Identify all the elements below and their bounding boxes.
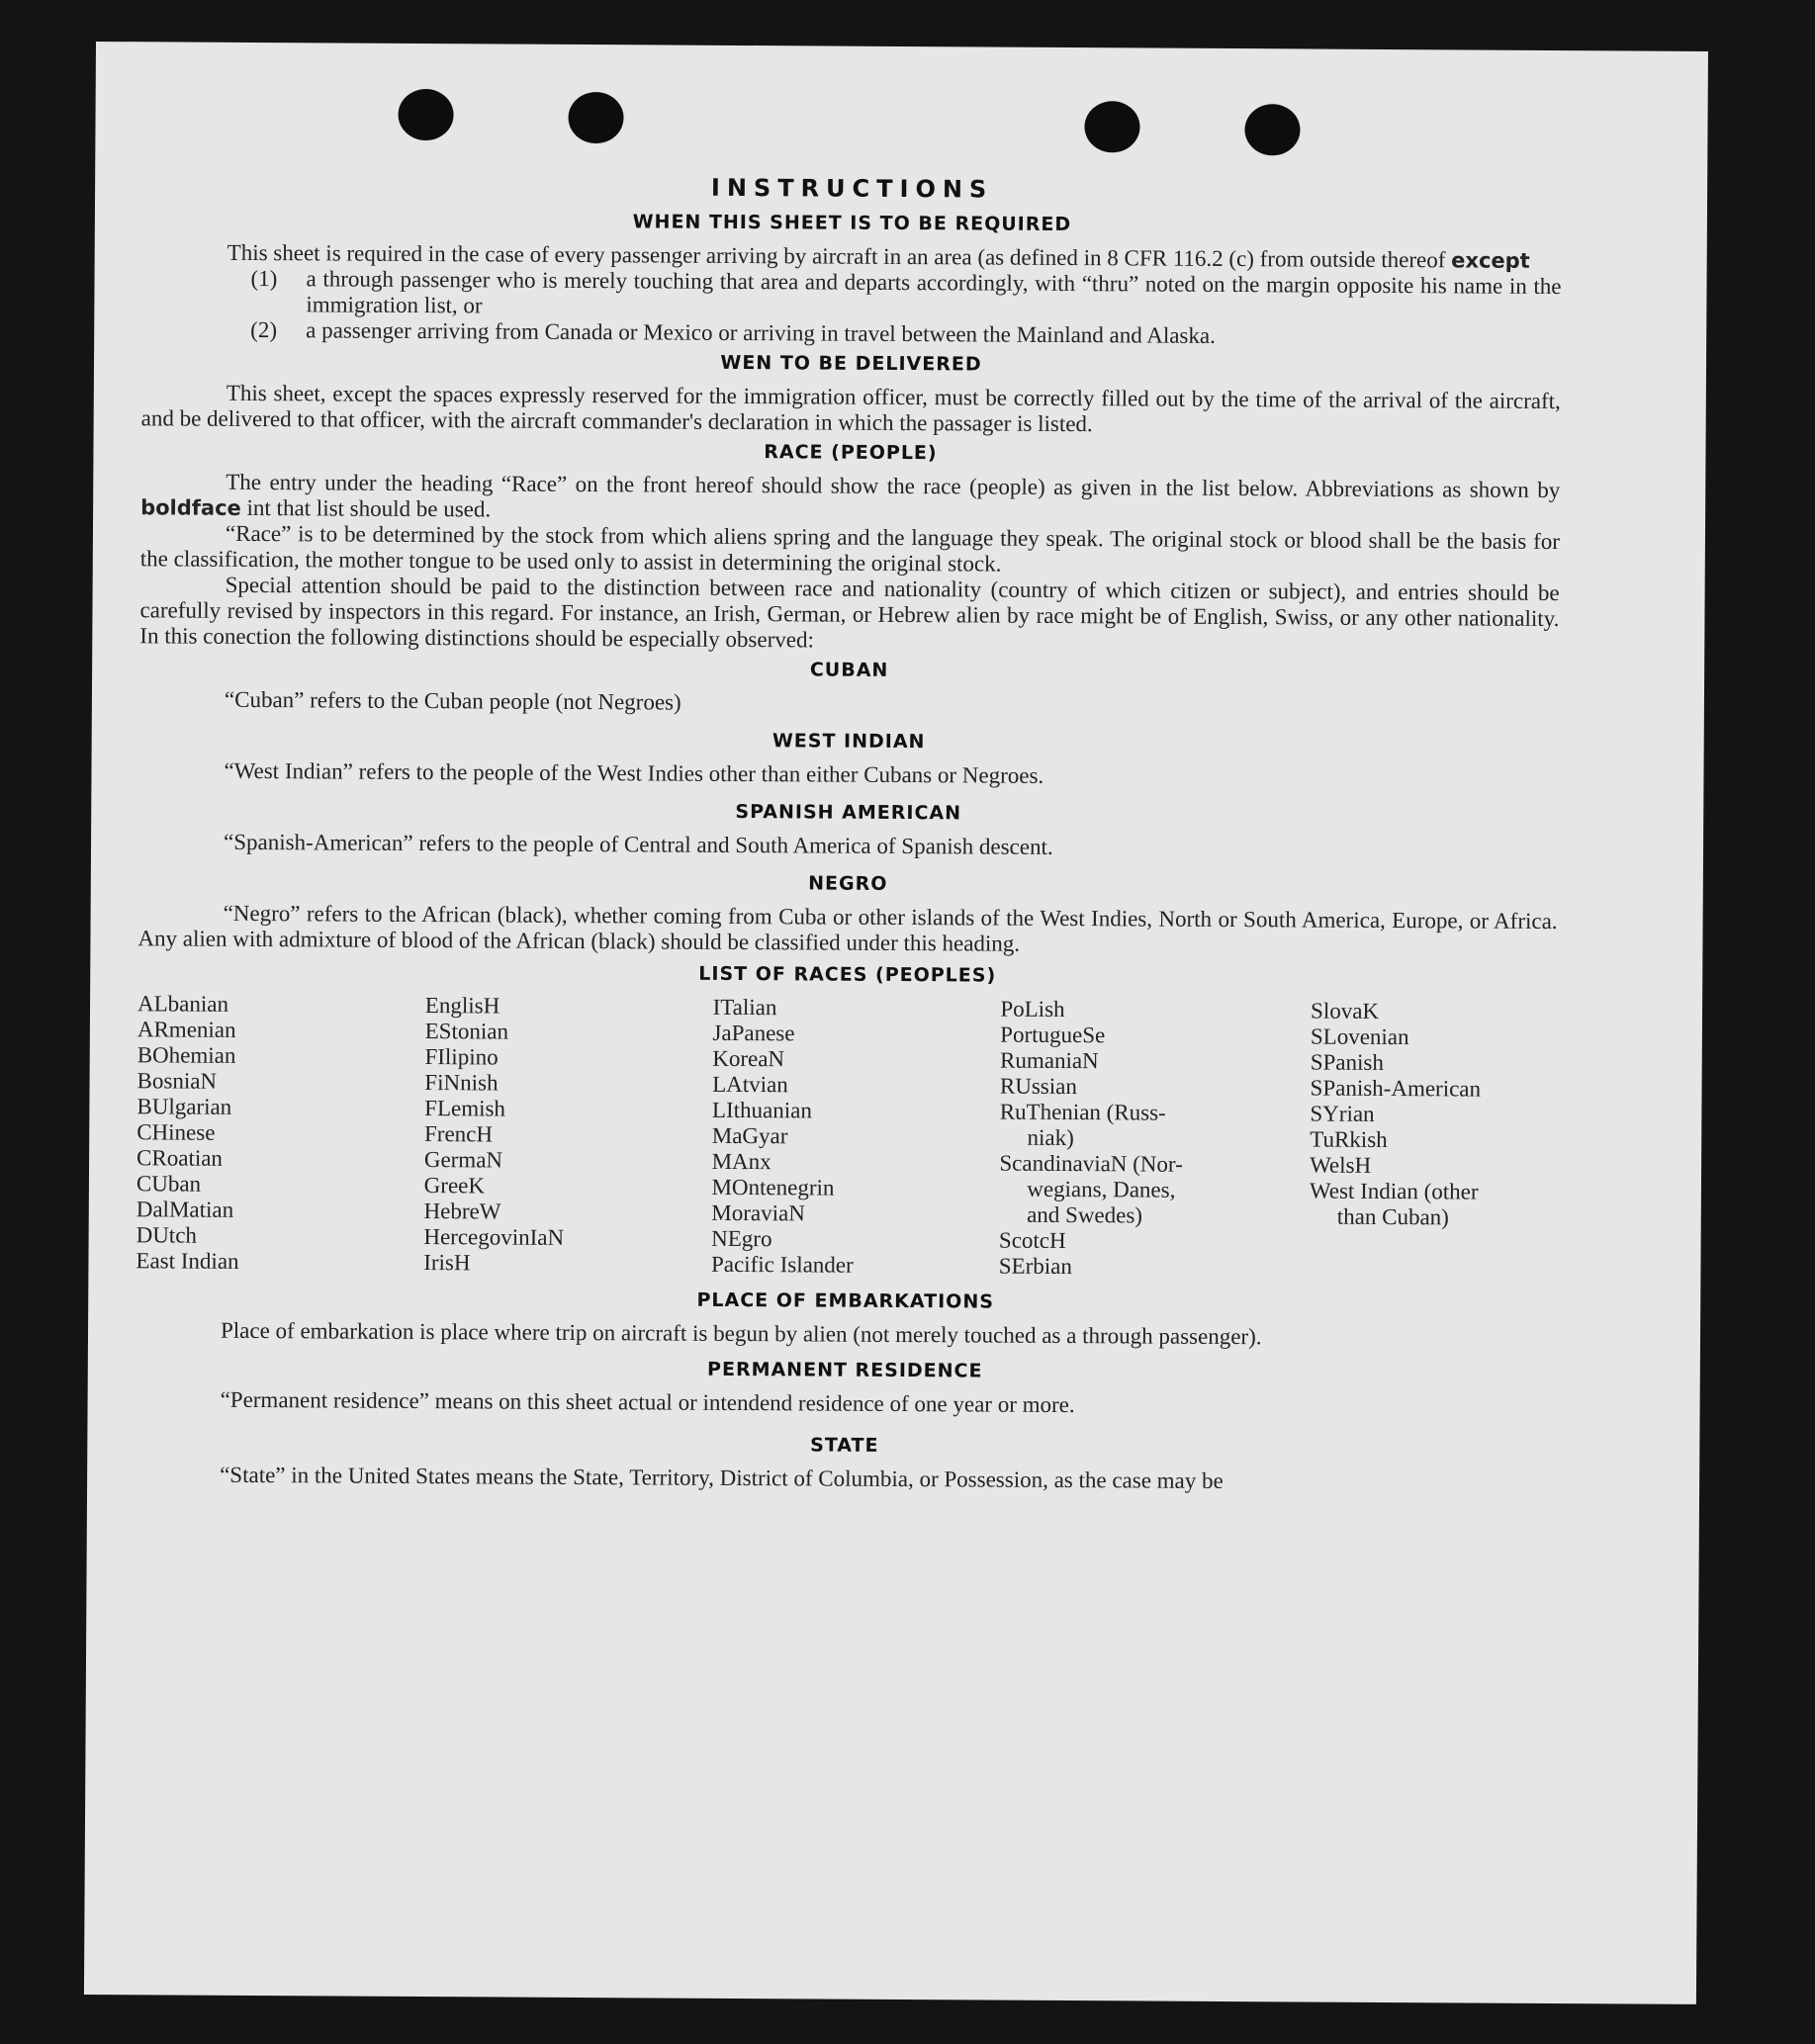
list-item: FrencH [423,1121,494,1147]
list-item: GreeK [423,1173,486,1199]
list-item: PoLish [1000,996,1065,1022]
races-list [136,991,1557,1283]
races-column-1 [136,991,425,1276]
document-sheet [84,42,1708,2004]
list-item: and Swedes) [1027,1201,1143,1228]
list-item: East Indian [136,1248,239,1274]
list-item: TuRkish [1310,1126,1388,1152]
list-item: CUban [136,1171,202,1197]
list-item: MAnx [711,1148,771,1175]
heading-spanish-american: SPANISH AMERICAN [735,800,962,825]
races-column-2 [423,993,713,1278]
list-item: IrisH [423,1250,471,1276]
list-item: RuThenian (Russ- [999,1099,1166,1125]
list-item: ScandinaviaN (Nor- [999,1150,1183,1177]
list-item: RumaniaN [999,1047,1099,1074]
list-item: FLemish [424,1096,506,1121]
list-item: EnglisH [424,993,500,1019]
heading-race: RACE (PEOPLE) [764,441,938,465]
list-item: DUtch [136,1222,198,1248]
list-item: FiNnish [424,1070,499,1096]
heading-when-delivered: WEN TO BE DELIVERED [720,351,982,376]
paragraph-race-3: Special attention should be paid to the distinction between race and nationality (country of which citizen or subject), and entries should be carefully revised by inspectors in this regard. For instance, an Irish, German, or Hebrew alien by race might be of English, Swiss, or any other nationality. In this conection the following distinctions should be especially observed: [139,572,1560,653]
list-item: (1) a through passenger who is merely touching that area and departs accordingly, with “thru” noted on the margin opposite his name in the immigration list, or [250,265,1562,318]
paragraph-west-indian: “West Indian” refers to the people of the West Indies other than either Cubans or Negroes. [224,757,1044,788]
list-item: SPanish [1310,1049,1384,1075]
list-item: KoreaN [712,1045,785,1072]
punch-hole [1244,104,1300,155]
heading-cuban: CUBAN [809,659,889,681]
paragraph-cuban: “Cuban” refers to the Cuban people (not Negroes) [224,686,681,715]
list-item: ARmenian [136,1017,236,1042]
paragraph-delivered: This sheet, except the spaces expressly reserved for the immigration officer, must be correctly filled out by the time of the arrival of the aircraft, and be delivered to that officer, with the aircraft commander's declaration in which the passager is listed. [140,380,1561,437]
paragraph-spanish-american: “Spanish-American” refers to the people of Central and South America of Spanish descent. [223,829,1053,859]
punch-hole [398,89,453,140]
list-item: CHinese [136,1119,216,1145]
list-item: PortugueSe [1000,1022,1106,1048]
list-item: ScotcH [998,1227,1066,1254]
list-item: CRoatian [136,1145,224,1171]
heading-when-required: WHEN THIS SHEET IS TO BE REQUIRED [632,211,1072,236]
list-item: BUlgarian [136,1094,232,1119]
list-item: Pacific Islander [710,1251,854,1278]
paragraph-permanent-residence: “Permanent residence” means on this sheet actual or intendend residence of one year or more. [220,1386,1075,1418]
list-item: LIthuanian [711,1097,812,1123]
heading-list-of-races: LIST OF RACES (PEOPLES) [698,962,997,987]
list-item: SErbian [998,1253,1072,1280]
list-item: SLovenian [1310,1023,1409,1050]
list-item: JaPanese [712,1020,795,1046]
list-item: FIlipino [424,1044,499,1070]
heading-west-indian: WEST INDIAN [771,730,926,754]
list-item: DalMatian [136,1197,234,1222]
paragraph-embarkation: Place of embarkation is place where trip on aircraft is begun by alien (not merely touched as a through passenger). [220,1317,1262,1350]
paragraph-negro: “Negro” refers to the African (black), whether coming from Cuba or other islands of the West Indies, North or South America, Europe, or Africa. Any alien with admixture of blood of the African (black) should be classified under this heading. [137,900,1558,956]
paragraph-state: “State” in the United States means the State, Territory, District of Columbia, or Possession, as the case may be [220,1462,1224,1493]
list-item: ALbanian [136,991,229,1017]
list-item: RUssian [999,1073,1077,1100]
list-item: NEgro [711,1225,772,1252]
list-item: HercegovinIaN [423,1224,565,1250]
list-item: MOntenegrin [711,1174,835,1200]
list-item: HebreW [423,1199,501,1224]
races-column-4 [999,997,1311,1282]
list-item: BOhemian [136,1042,236,1068]
list-item: niak) [1027,1124,1074,1151]
list-item: SPanish-American [1310,1075,1482,1102]
races-column-5 [1309,999,1557,1284]
heading-embarkation: PLACE OF EMBARKATIONS [696,1289,995,1313]
list-item: LAtvian [712,1071,788,1098]
list-item: BosniaN [136,1068,218,1094]
list-item: West Indian (other [1309,1178,1479,1204]
list-item: GermaN [423,1147,503,1173]
paragraph-race-1: The entry under the heading “Race” on the front hereof should show the race (people) as given in the list below. Abbreviations as shown by boldface int that list should be used. [140,469,1561,522]
races-column-3 [711,995,1001,1280]
heading-permanent-residence: PERMANENT RESIDENCE [707,1358,983,1382]
punch-hole [568,92,623,143]
heading-state: STATE [810,1434,879,1457]
list-item: wegians, Danes, [1027,1176,1176,1202]
list-item: ITalian [712,994,777,1021]
list-item: MoraviaN [711,1200,805,1226]
list-item: MaGyar [711,1122,788,1149]
page-title: INSTRUCTIONS [710,173,994,204]
paragraph-race-2: “Race” is to be determined by the stock from which aliens spring and the language they speak. The original stock or blood shall be the basis for the classification, the mother tongue to be used only to assist in determining the original stock. [139,520,1561,577]
list-item: than Cuban) [1336,1203,1449,1230]
punch-hole [1084,101,1139,152]
instructions-content [135,170,1562,1496]
list-item: SlovaK [1310,998,1380,1023]
list-item: WelsH [1310,1152,1372,1178]
paragraph-required-intro: This sheet is required in the case of every passenger arriving by aircraft in an area (as defined in 8 CFR 116.2 (c) from outside thereof except [227,239,1530,273]
list-item: (2) a passenger arriving from Canada or Mexico or arriving in travel between the Mainland and Alaska. [250,316,1216,348]
list-item: EStonian [424,1019,509,1044]
heading-negro: NEGRO [808,872,888,895]
list-item: SYrian [1310,1101,1375,1126]
